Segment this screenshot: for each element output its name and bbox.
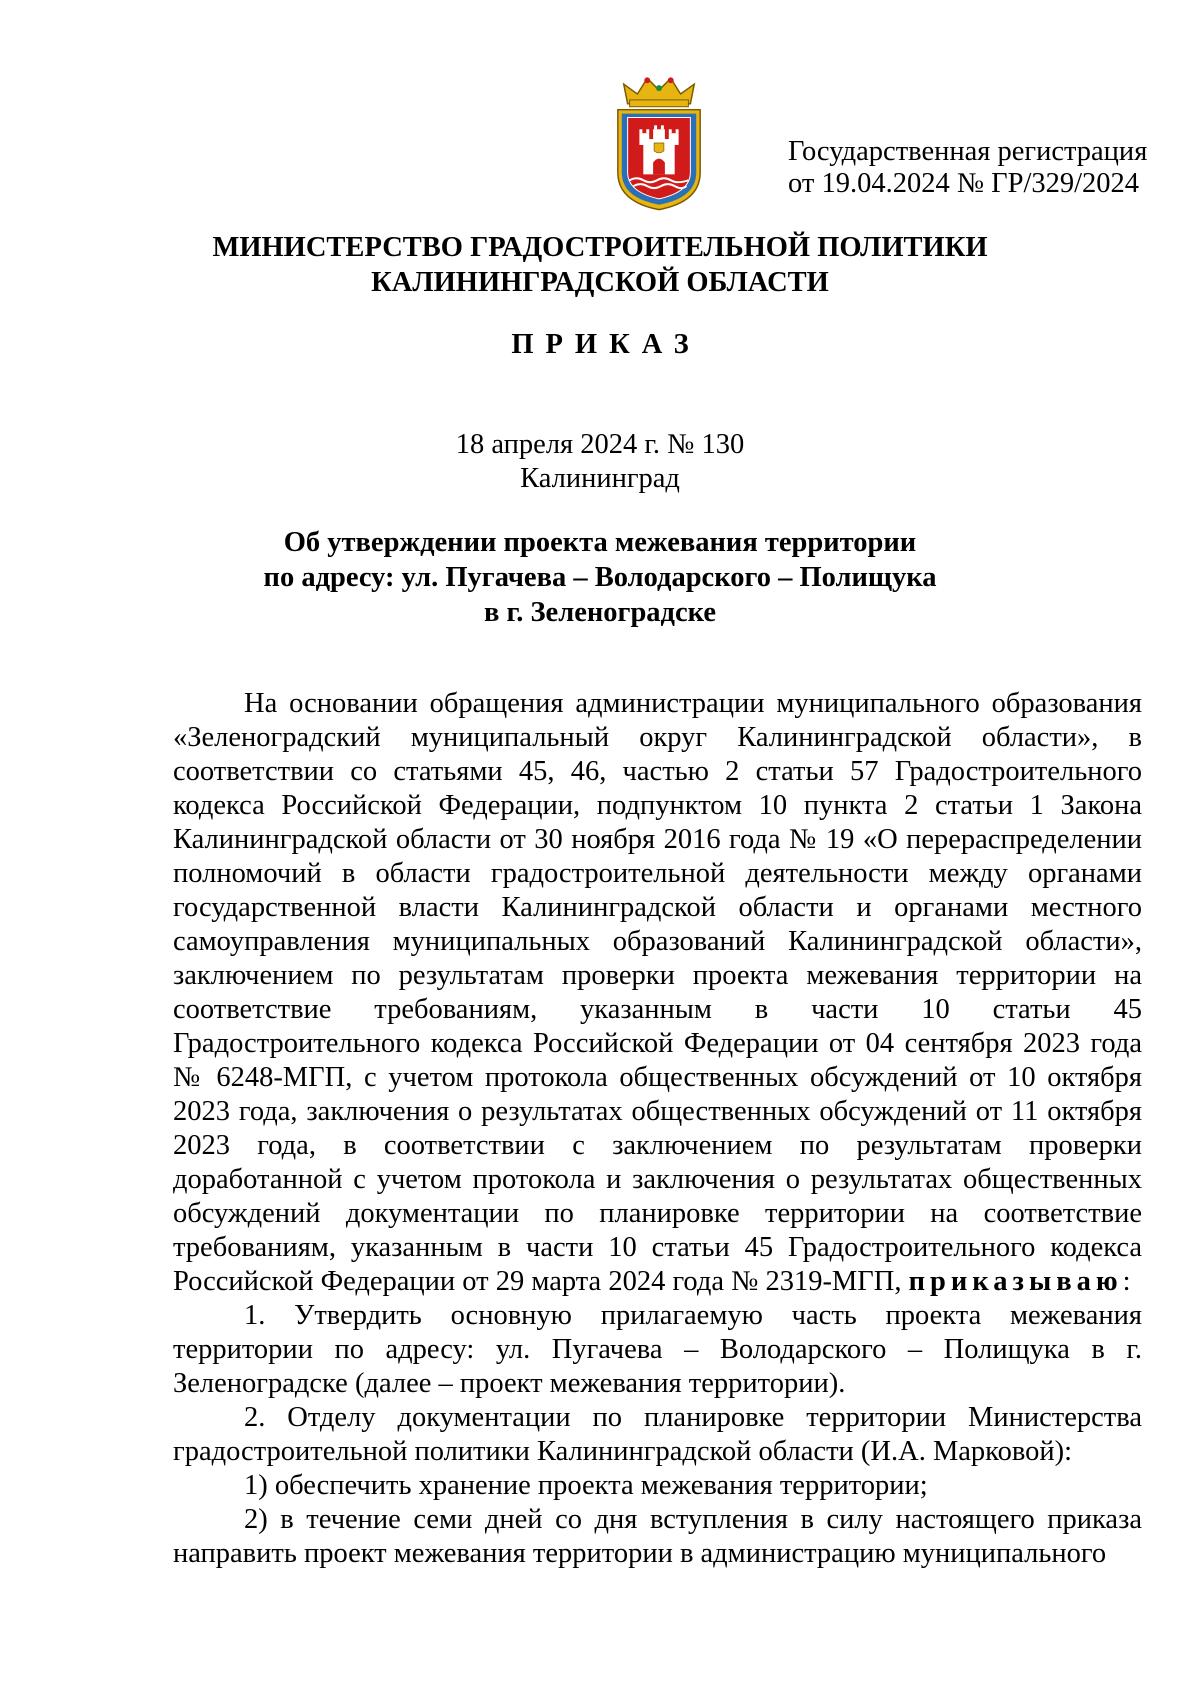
order-body [173,687,1142,1571]
order-city: Калининград [520,463,680,494]
registration-label: Государственная регистрация [788,136,1148,167]
registration-number: от 19.04.2024 № ГР/329/2024 [788,168,1140,199]
item-2-sub-1: 1) обеспечить хранение проекта межевания территории; [244,1470,928,1501]
order-subject-line2: по адресу: ул. Пугачева – Володарского – Полищука [263,562,937,593]
order-subject-line3: в г. Зеленоградске [484,597,716,628]
document-type-title: ПРИКАЗ [511,329,701,360]
order-keyword: приказываю [908,1266,1123,1297]
item-2-sub-2: 2) в течение семи дней со дня вступления в силу настоящего приказа направить проект межевания территории в администрацию муниципального [173,1504,1142,1569]
ministry-name [0,230,1200,300]
preamble-text: На основании обращения администрации муниципального образования «Зеленоградский муниципальный округ Калининградской области», в соответствии со статьями 45, 46, частью 2 статьи 57 Градостроительного кодекса Российской Федерации, подпунктом 10 пункта 2 статьи 1 Закона Калининградской области от 30 ноября 2016 года № 19 «О перераспределении полномочий в области градостроительной деятельности между органами государственной власти Калининградской области и органами местного самоуправления муниципальных образований Калининградской области», заключением по результатам проверки проекта межевания территории на соответствие требованиям, указанным в части 10 статьи 45 Градостроительного кодекса Российской Федерации от 04 сентября 2023 года № 6248-МГП, с учетом протокола общественных обсуждений от 10 октября 2023 года, заключения о результатах общественных обсуждений от 11 октября 2023 года, в соответствии с заключением по результатам проверки доработанной с учетом протокола и заключения о результатах общественных обсуждений документации по планировке территории на соответствие требованиям, указанным в части 10 статьи 45 Градостроительного кодекса Российской Федерации от 29 марта 2024 года № 2319-МГП, [173,688,1142,1297]
item-1: 1. Утвердить основную прилагаемую часть проекта межевания территории по адресу: ул. Пугачева – Володарского – Полищука в г. Зеленоградске (далее – проект межевания территории). [173,1300,1142,1399]
coat-of-arms-emblem [610,74,708,212]
ministry-name-line2: КАЛИНИНГРАДСКОЙ ОБЛАСТИ [371,267,829,298]
registration-stamp [788,136,1147,200]
order-date-number: 18 апреля 2024 г. № 130 [455,429,745,460]
order-date-block [0,428,1200,496]
item-2: 2. Отделу документации по планировке территории Министерства градостроительной политики Калининградской области (И.А. Марковой): [173,1402,1142,1467]
ministry-name-line1: МИНИСТЕРСТВО ГРАДОСТРОИТЕЛЬНОЙ ПОЛИТИКИ [212,232,988,263]
order-keyword-colon: : [1122,1266,1131,1297]
order-subject-line1: Об утверждении проекта межевания территории [283,527,917,558]
order-subject [0,525,1200,630]
preamble-paragraph [173,687,1142,1299]
